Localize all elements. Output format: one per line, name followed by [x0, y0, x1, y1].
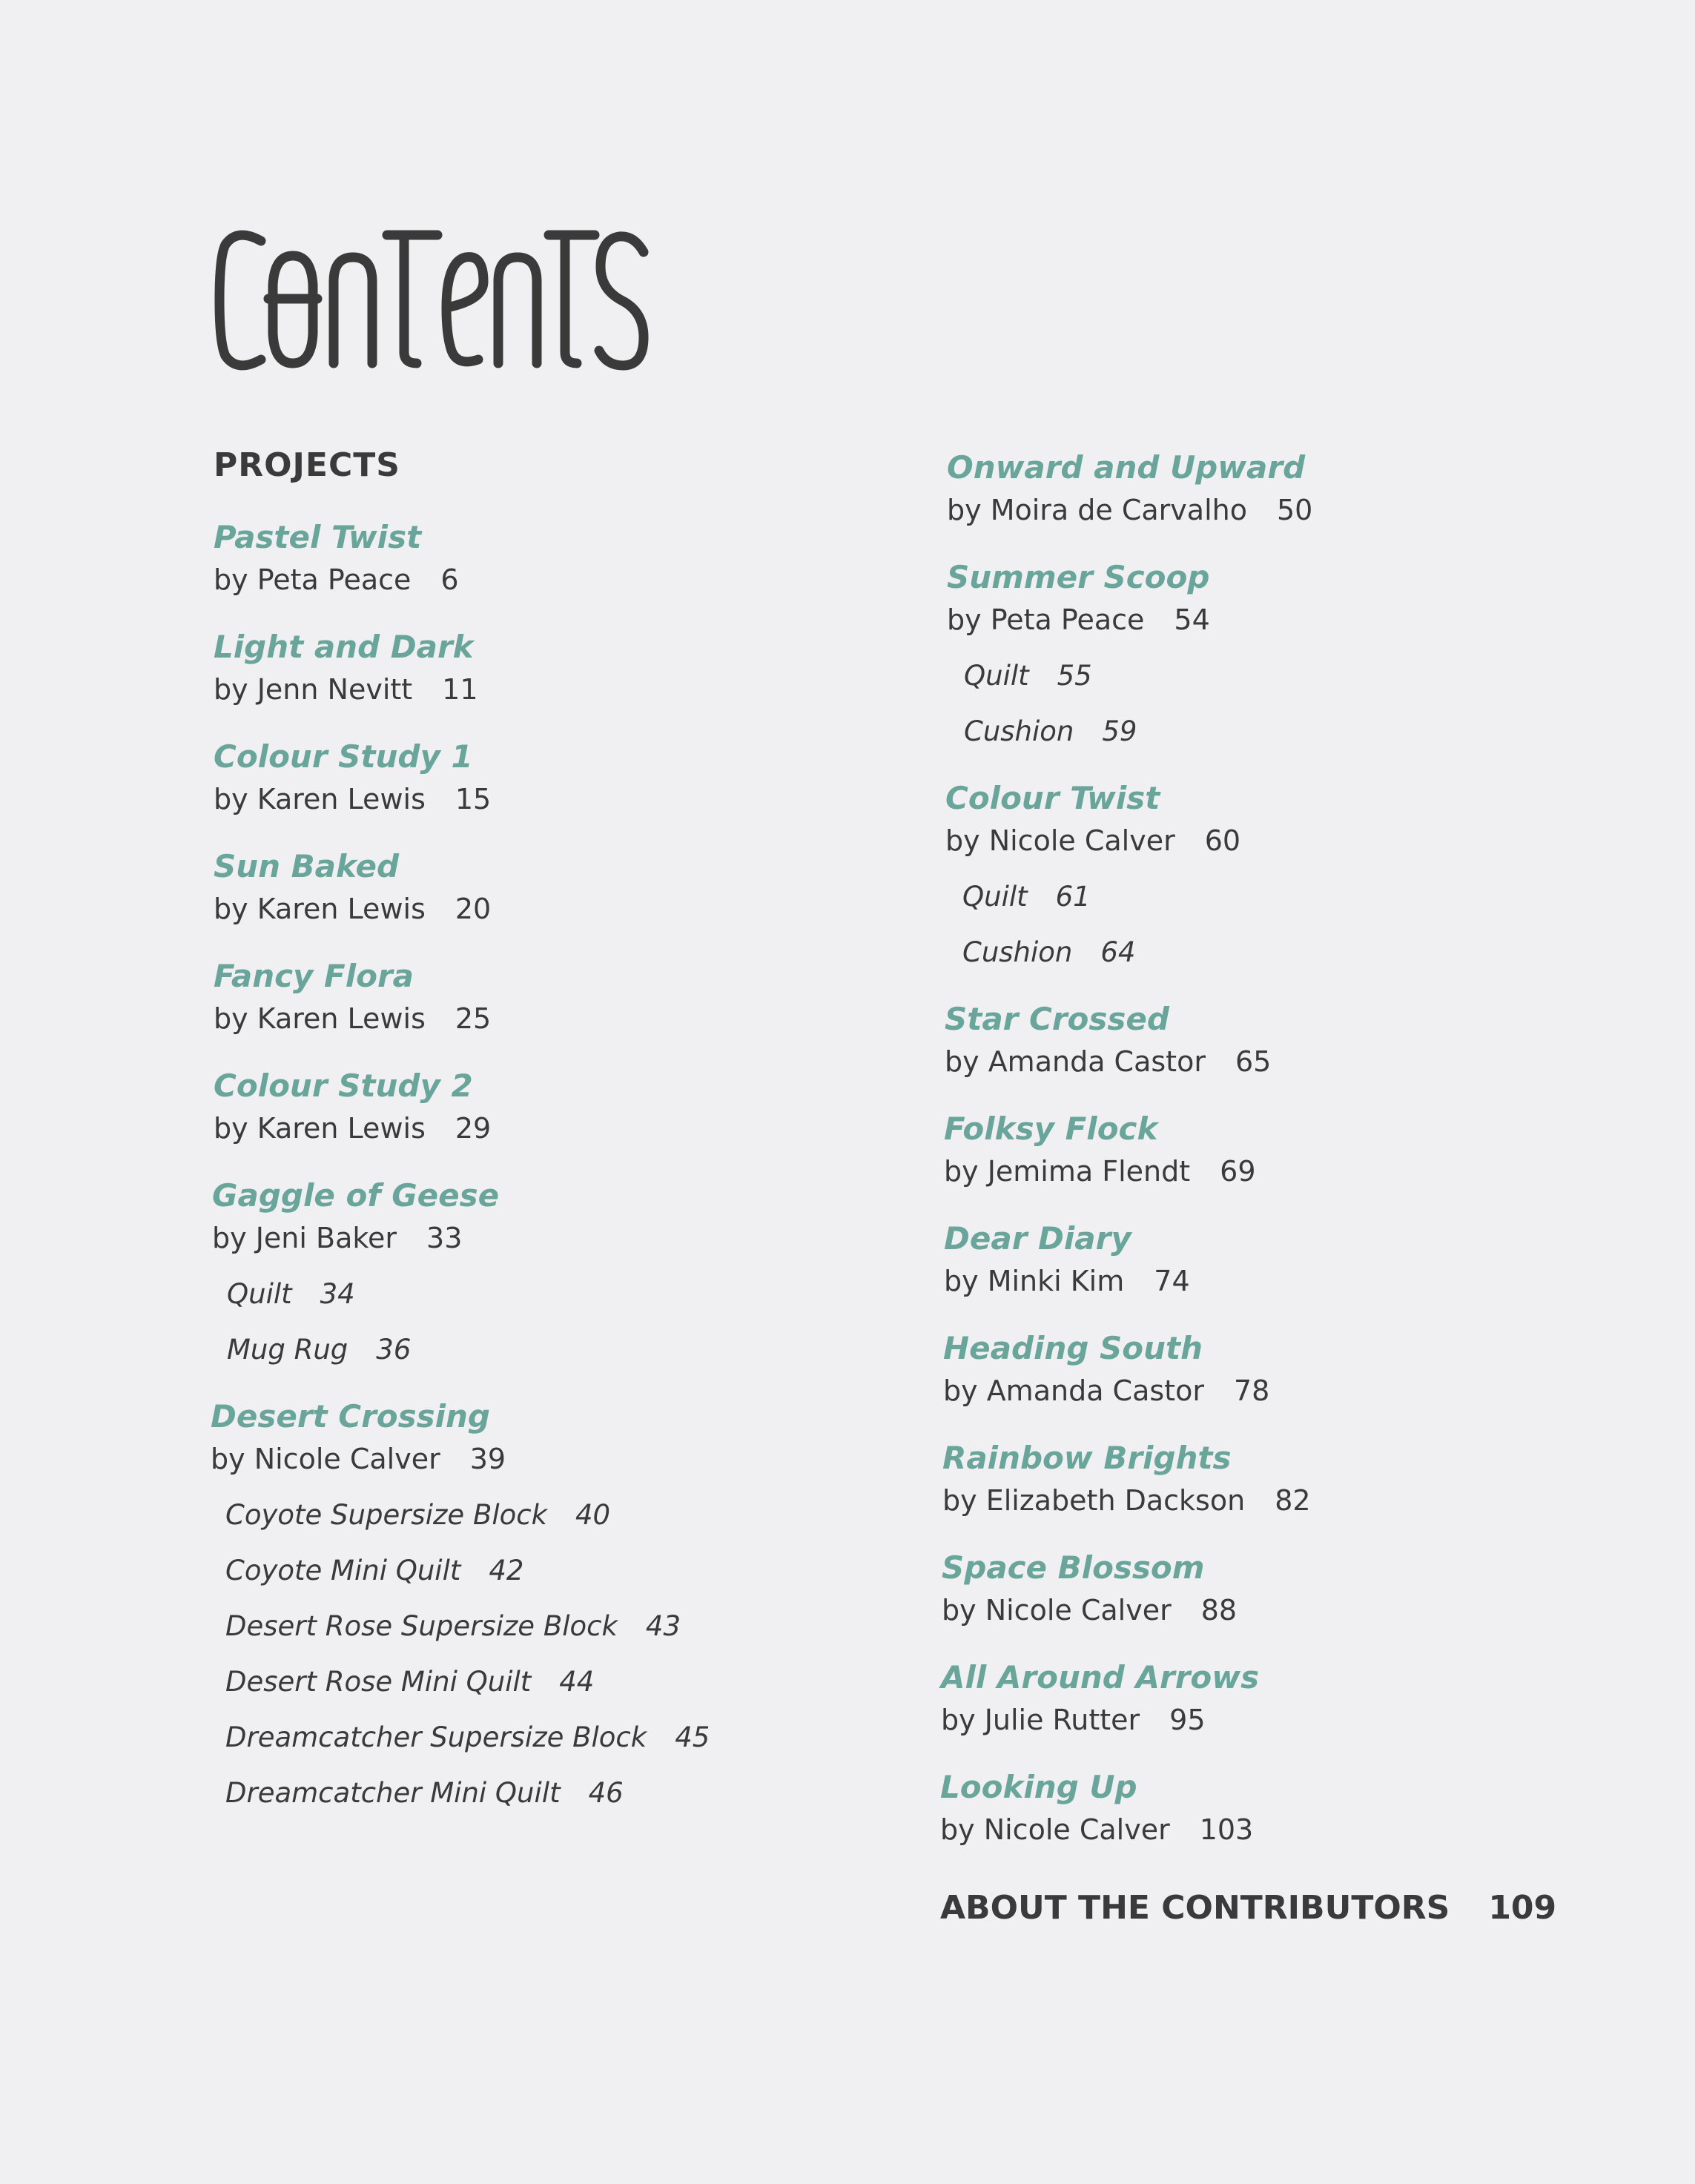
- entry-title[interactable]: Dear Diary: [944, 1220, 1131, 1257]
- entry-byline: [214, 893, 491, 925]
- entry-byline: [943, 1374, 1269, 1407]
- sub-item-label: Dreamcatcher Mini Quilt: [225, 1777, 561, 1809]
- entry-byline: [942, 1484, 1311, 1517]
- sub-item[interactable]: [225, 1777, 624, 1809]
- entry-author: by Jenn Nevitt: [214, 673, 413, 706]
- entry-byline: [945, 1045, 1271, 1078]
- sub-item-page-number: 43: [645, 1610, 681, 1642]
- entry-byline: [214, 1112, 491, 1145]
- entry-page-number: 25: [455, 1002, 492, 1035]
- section-heading-projects: PROJECTS: [214, 446, 400, 484]
- entry-page-number: 88: [1200, 1594, 1238, 1627]
- sub-item[interactable]: [227, 1278, 355, 1310]
- entry-page-number: 15: [455, 783, 492, 815]
- entry-page-number: 78: [1233, 1374, 1270, 1407]
- sub-item[interactable]: [964, 660, 1092, 692]
- sub-item[interactable]: [225, 1610, 681, 1642]
- entry-author: by Nicole Calver: [945, 824, 1175, 857]
- entry-byline: [941, 1704, 1206, 1736]
- sub-item[interactable]: [227, 1334, 411, 1366]
- entry-page-number: 33: [426, 1222, 463, 1254]
- page-title: [215, 211, 660, 389]
- entry-author: by Jemima Flendt: [944, 1155, 1191, 1188]
- sub-item-page-number: 36: [376, 1334, 412, 1366]
- entry-author: by Karen Lewis: [214, 783, 426, 815]
- sub-item-label: Coyote Mini Quilt: [225, 1555, 461, 1586]
- sub-item-label: Quilt: [964, 660, 1029, 692]
- title-text: CONTENTS: [215, 211, 219, 212]
- entry-byline: [214, 673, 478, 706]
- entry-title[interactable]: Sun Baked: [214, 848, 400, 884]
- entry-title[interactable]: Colour Study 1: [214, 738, 473, 775]
- entry-author: by Karen Lewis: [214, 893, 426, 925]
- entry-page-number: 20: [455, 893, 492, 925]
- sub-item[interactable]: [964, 715, 1137, 747]
- entry-page-number: 39: [469, 1443, 506, 1475]
- entry-byline: [214, 563, 459, 596]
- sub-item-page-number: 44: [559, 1666, 595, 1698]
- entry-byline: [944, 1155, 1256, 1188]
- entry-author: by Moira de Carvalho: [947, 494, 1247, 526]
- entry-byline: [212, 1222, 462, 1254]
- entry-byline: [947, 603, 1210, 636]
- sub-item-page-number: 34: [320, 1278, 355, 1310]
- entry-title[interactable]: Looking Up: [940, 1769, 1137, 1805]
- sub-item-page-number: 45: [675, 1721, 710, 1753]
- sub-item-label: Desert Rose Mini Quilt: [225, 1666, 532, 1698]
- sub-item-label: Coyote Supersize Block: [225, 1499, 548, 1531]
- sub-item-page-number: 61: [1055, 881, 1091, 913]
- contents-title-lettering: [215, 211, 660, 389]
- sub-item-label: Desert Rose Supersize Block: [225, 1610, 618, 1642]
- entry-page-number: 65: [1235, 1045, 1272, 1078]
- sub-item-page-number: 46: [588, 1777, 624, 1809]
- sub-item-page-number: 40: [575, 1499, 611, 1531]
- sub-item[interactable]: [225, 1555, 523, 1586]
- entry-byline: [945, 824, 1240, 857]
- entry-title[interactable]: Heading South: [943, 1330, 1203, 1366]
- sub-item-label: Cushion: [964, 715, 1074, 747]
- about-contributors-entry[interactable]: [940, 1889, 1556, 1927]
- sub-item[interactable]: [962, 881, 1091, 913]
- sub-item-label: Quilt: [227, 1278, 292, 1310]
- entry-title[interactable]: All Around Arrows: [941, 1659, 1260, 1695]
- entry-page-number: 60: [1204, 824, 1241, 857]
- entry-title[interactable]: Colour Study 2: [214, 1068, 473, 1104]
- entry-author: by Jeni Baker: [212, 1222, 397, 1254]
- entry-page-number: 11: [442, 673, 478, 706]
- sub-item-label: Dreamcatcher Supersize Block: [225, 1721, 647, 1753]
- entry-title[interactable]: Fancy Flora: [214, 958, 414, 994]
- contributors-page-number: 109: [1488, 1889, 1557, 1927]
- entry-byline: [942, 1594, 1237, 1627]
- sub-item[interactable]: [962, 936, 1135, 968]
- sub-item-label: Mug Rug: [227, 1334, 348, 1366]
- entry-author: by Elizabeth Dackson: [942, 1484, 1246, 1517]
- entry-title[interactable]: Pastel Twist: [214, 519, 422, 555]
- entry-page-number: 29: [455, 1112, 492, 1145]
- sub-item-page-number: 59: [1102, 715, 1137, 747]
- entry-author: by Amanda Castor: [945, 1045, 1206, 1078]
- entry-author: by Nicole Calver: [942, 1594, 1172, 1627]
- entry-title[interactable]: Desert Crossing: [211, 1398, 490, 1435]
- sub-item[interactable]: [225, 1721, 710, 1753]
- entry-title[interactable]: Onward and Upward: [947, 449, 1306, 486]
- entry-author: by Amanda Castor: [943, 1374, 1204, 1407]
- entry-author: by Karen Lewis: [214, 1112, 426, 1145]
- entry-author: by Nicole Calver: [211, 1443, 440, 1475]
- entry-byline: [947, 494, 1312, 526]
- entry-author: by Julie Rutter: [941, 1704, 1140, 1736]
- entry-page-number: 54: [1174, 603, 1210, 636]
- entry-byline: [944, 1265, 1190, 1297]
- entry-title[interactable]: Colour Twist: [945, 780, 1160, 816]
- contributors-label: ABOUT THE CONTRIBUTORS: [940, 1889, 1450, 1927]
- entry-title[interactable]: Folksy Flock: [944, 1111, 1158, 1147]
- entry-title[interactable]: Star Crossed: [945, 1001, 1169, 1037]
- entry-page-number: 82: [1275, 1484, 1311, 1517]
- entry-title[interactable]: Space Blossom: [942, 1549, 1205, 1586]
- sub-item-page-number: 64: [1100, 936, 1136, 968]
- sub-item-label: Quilt: [962, 881, 1028, 913]
- entry-page-number: 95: [1169, 1704, 1206, 1736]
- entry-author: by Nicole Calver: [940, 1813, 1170, 1846]
- entry-title[interactable]: Gaggle of Geese: [212, 1177, 500, 1214]
- entry-byline: [211, 1443, 506, 1475]
- entry-page-number: 50: [1276, 494, 1313, 526]
- entry-page-number: 6: [440, 563, 459, 596]
- entry-byline: [940, 1813, 1253, 1846]
- entry-byline: [214, 783, 491, 815]
- sub-item[interactable]: [225, 1666, 594, 1698]
- entry-byline: [214, 1002, 491, 1035]
- entry-page-number: 103: [1199, 1813, 1254, 1846]
- entry-page-number: 69: [1220, 1155, 1256, 1188]
- entry-author: by Karen Lewis: [214, 1002, 426, 1035]
- sub-item-page-number: 42: [489, 1555, 524, 1586]
- entry-page-number: 74: [1154, 1265, 1190, 1297]
- entry-author: by Minki Kim: [944, 1265, 1125, 1297]
- entry-title[interactable]: Summer Scoop: [947, 559, 1210, 595]
- entry-author: by Peta Peace: [947, 603, 1145, 636]
- entry-author: by Peta Peace: [214, 563, 412, 596]
- sub-item-page-number: 55: [1057, 660, 1092, 692]
- sub-item-label: Cushion: [962, 936, 1073, 968]
- entry-title[interactable]: Rainbow Brights: [942, 1440, 1232, 1476]
- sub-item[interactable]: [225, 1499, 610, 1531]
- entry-title[interactable]: Light and Dark: [214, 629, 474, 665]
